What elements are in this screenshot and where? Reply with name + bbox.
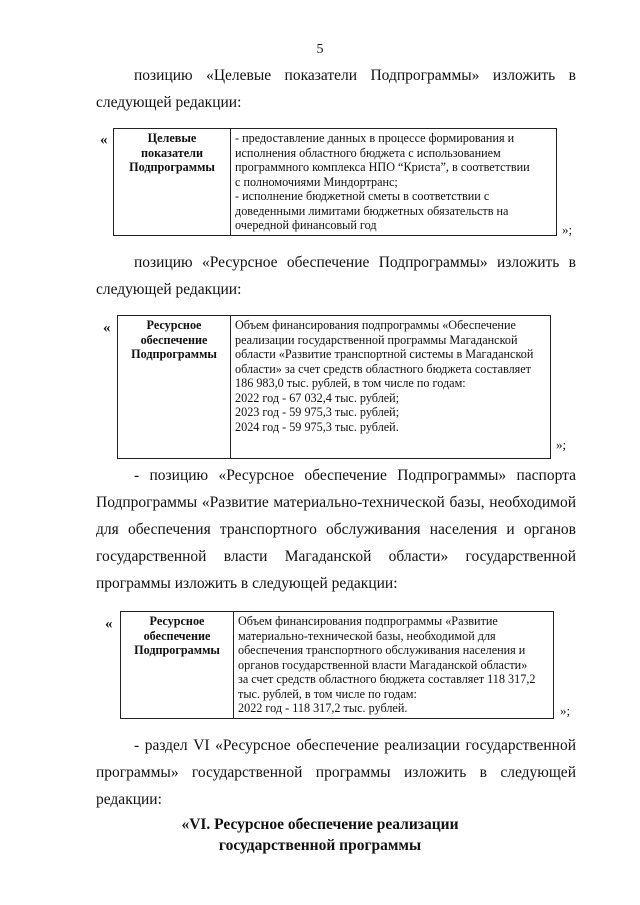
paragraph-line: программы» государственной программы изложить в следующей	[96, 764, 576, 781]
heading-line: государственной программы	[218, 837, 422, 854]
label-line: Ресурсное	[149, 614, 205, 628]
content-line: материально-технической базы, необходимой для	[238, 628, 496, 643]
table-content-cell	[234, 612, 554, 719]
paragraph-target-indicators	[96, 62, 576, 116]
content-line: за счет средств областного бюджета составляет 118 317,2	[238, 672, 536, 686]
content-line: области «Развитие транспортной системы в Магаданской	[235, 347, 534, 361]
page-number: 5	[316, 42, 324, 57]
label-line: Подпрограммы	[129, 160, 215, 174]
paragraph-line: следующей редакции:	[96, 94, 242, 111]
paragraph-section-vi	[96, 732, 576, 813]
content-line: 2024 год - 59 975,3 тыс. рублей.	[235, 419, 399, 434]
table-target-indicators	[113, 128, 557, 236]
label-line: обеспечение	[140, 332, 208, 347]
content-line: исполнения областного бюджета с использованием	[235, 145, 501, 160]
paragraph-material-base	[96, 462, 576, 597]
close-quote: »;	[556, 437, 567, 452]
content-line: органов государственной власти Магаданской области»	[238, 657, 528, 672]
paragraph-line: редакции:	[96, 791, 162, 808]
content-line: области» за счет средств областного бюджета составляет	[235, 361, 531, 376]
label-line: Подпрограммы	[134, 643, 220, 657]
open-quote: «	[103, 320, 111, 336]
content-line: реализации государственной программы Магаданской	[235, 332, 518, 347]
content-line: очередной финансовый год	[235, 218, 377, 232]
section-heading	[0, 814, 640, 856]
close-quote: »;	[560, 703, 571, 718]
paragraph-line: для обеспечения транспортного обслуживания населения и органов	[96, 521, 576, 538]
content-line: Объем финансирования подпрограммы «Развитие	[238, 614, 498, 628]
heading-line: «VI. Ресурсное обеспечение реализации	[181, 816, 459, 833]
table-content-cell	[231, 129, 557, 236]
content-line: обеспечения транспортного обслуживания населения и	[238, 643, 526, 657]
paragraph-line: - позицию «Ресурсное обеспечение Подпрограммы» паспорта	[134, 467, 576, 484]
label-line: Подпрограммы	[131, 347, 217, 361]
paragraph-line: позицию «Ресурсное обеспечение Подпрограммы» изложить в	[134, 254, 576, 271]
paragraph-resource-provision	[96, 249, 576, 303]
paragraph-line: Подпрограммы «Развитие материально-технической базы, необходимой	[96, 494, 576, 511]
paragraph-line: государственной власти Магаданской области» государственной	[96, 548, 576, 565]
content-line: - исполнение бюджетной сметы в соответствии с	[235, 189, 490, 203]
label-line: обеспечение	[143, 628, 211, 643]
content-line: 186 983,0 тыс. рублей, в том числе по годам:	[235, 376, 466, 390]
open-quote: «	[105, 616, 113, 632]
table-label-cell	[118, 316, 231, 459]
content-line: тыс. рублей, в том числе по годам:	[238, 686, 417, 701]
paragraph-line: программы изложить в следующей редакции:	[96, 575, 398, 592]
label-line: показатели	[141, 145, 203, 160]
table-label-cell	[121, 612, 234, 719]
label-line: Целевые	[147, 131, 197, 145]
content-line: программного комплекса НПО “Криста”, в соответствии	[235, 160, 530, 174]
close-quote: »;	[562, 222, 573, 237]
paragraph-line: - раздел VI «Ресурсное обеспечение реализации государственной	[134, 737, 576, 754]
paragraph-line: позицию «Целевые показатели Подпрограммы» изложить в	[134, 67, 576, 84]
content-line: 2022 год - 67 032,4 тыс. рублей;	[235, 390, 400, 405]
label-line: Ресурсное	[146, 318, 202, 332]
content-line: Объем финансирования подпрограммы «Обеспечение	[235, 318, 516, 332]
content-line: доведенными лимитами бюджетных обязательств на	[235, 203, 509, 218]
table-content-cell	[231, 316, 551, 459]
table-material-base	[120, 611, 554, 719]
content-line: 2023 год - 59 975,3 тыс. рублей;	[235, 405, 400, 419]
content-line: с полномочиями Миндортранс;	[235, 174, 398, 189]
open-quote: «	[100, 132, 108, 148]
content-line: - предоставление данных в процессе формирования и	[235, 131, 515, 145]
table-resource-provision	[117, 315, 551, 459]
table-label-cell	[114, 129, 231, 236]
content-line: 2022 год - 118 317,2 тыс. рублей.	[238, 701, 408, 715]
paragraph-line: следующей редакции:	[96, 281, 242, 298]
